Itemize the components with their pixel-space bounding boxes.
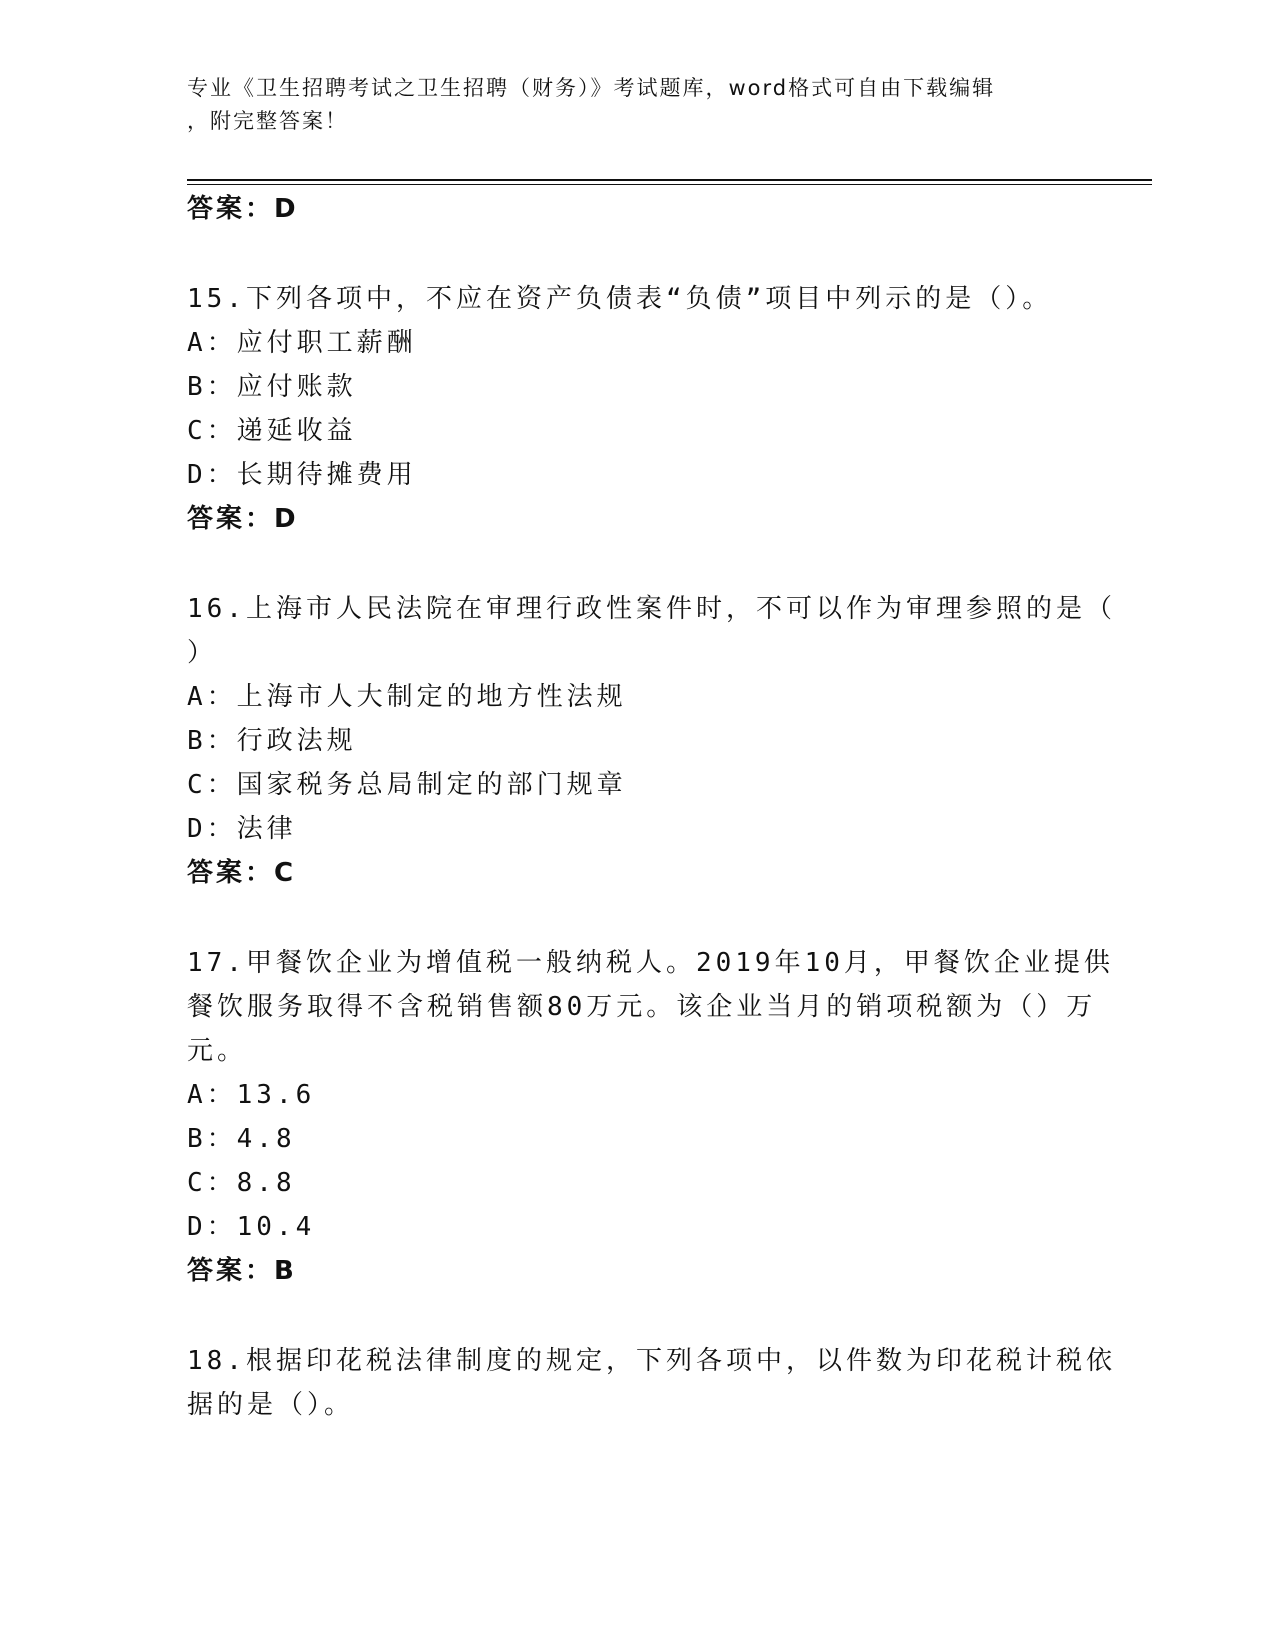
option-d: D：10.4	[187, 1212, 316, 1242]
document-header	[187, 72, 1067, 138]
option-d: D：长期待摊费用	[187, 460, 417, 490]
option-a: A：13.6	[187, 1080, 316, 1110]
question-17-stem-cont: 元。	[187, 1036, 248, 1066]
header-divider-thin	[187, 184, 1152, 185]
question-15-stem: 15.下列各项中，不应在资产负债表“负债”项目中列示的是（）。	[187, 284, 1053, 314]
option-a: A：应付职工薪酬	[187, 328, 417, 358]
header-line-2: ，附完整答案！	[187, 109, 348, 133]
header-divider	[187, 179, 1152, 181]
question-16-stem-cont: ）	[187, 638, 218, 668]
answer-line: 答案：B	[187, 1256, 297, 1286]
option-d: D：法律	[187, 814, 297, 844]
question-17-stem-cont: 餐饮服务取得不含税销售额80万元。该企业当月的销项税额为（）万	[187, 992, 1097, 1022]
answer-line: 答案：D	[187, 504, 299, 534]
question-18-stem-cont: 据的是（）。	[187, 1390, 355, 1420]
option-c: C：8.8	[187, 1168, 296, 1198]
question-18-stem: 18.根据印花税法律制度的规定，下列各项中，以件数为印花税计税依	[187, 1346, 1116, 1376]
option-c: C：递延收益	[187, 416, 357, 446]
option-b: B：应付账款	[187, 372, 357, 402]
option-b: B：4.8	[187, 1124, 296, 1154]
answer-line: 答案：D	[187, 194, 299, 224]
option-c: C：国家税务总局制定的部门规章	[187, 770, 627, 800]
option-a: A：上海市人大制定的地方性法规	[187, 682, 627, 712]
option-b: B：行政法规	[187, 726, 357, 756]
question-17-stem: 17.甲餐饮企业为增值税一般纳税人。2019年10月，甲餐饮企业提供	[187, 948, 1114, 978]
header-line-1: 专业《卫生招聘考试之卫生招聘（财务）》考试题库，word格式可自由下载编辑	[187, 76, 996, 100]
question-16-stem: 16.上海市人民法院在审理行政性案件时，不可以作为审理参照的是（	[187, 594, 1116, 624]
answer-line: 答案：C	[187, 858, 297, 888]
